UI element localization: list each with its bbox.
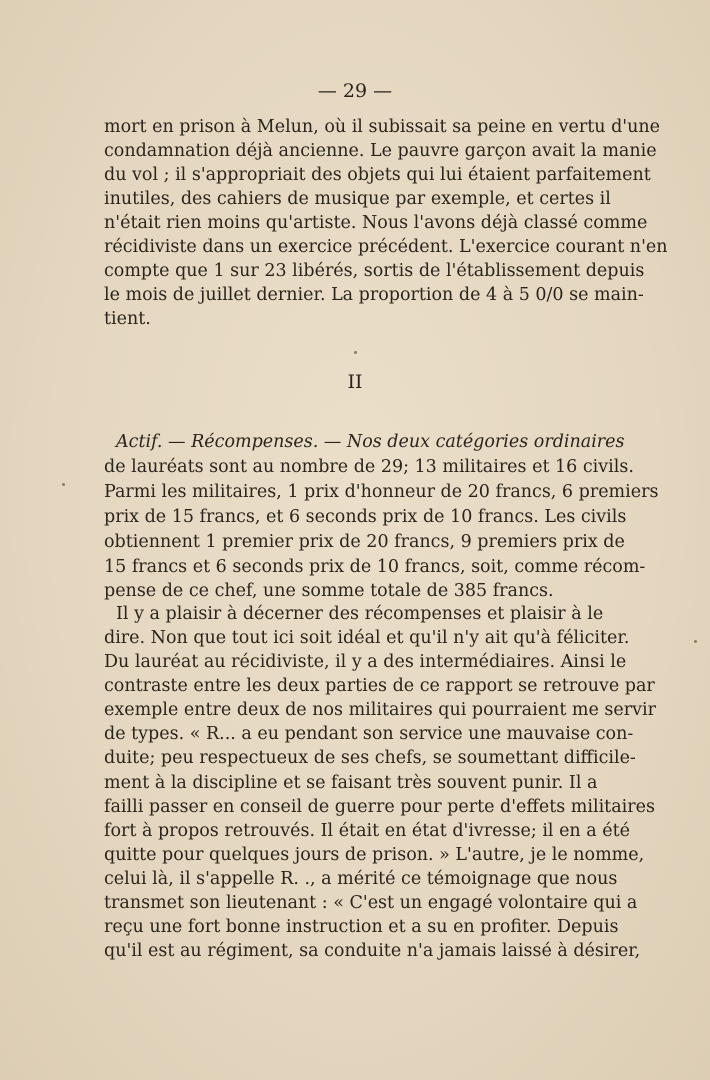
- paper-speck: [354, 351, 357, 354]
- page-number: — 29 —: [317, 80, 393, 102]
- text-line: reçu une fort bonne instruction et a su en profiter. Depuis: [104, 917, 619, 937]
- text-line: tient.: [104, 309, 151, 329]
- text-line: duite; peu respectueux de ses chefs, se soumettant difficile-: [104, 748, 636, 768]
- text-line: ment à la discipline et se faisant très souvent punir. Il a: [104, 773, 598, 793]
- text-line: transmet son lieutenant : « C'est un engagé volontaire qui a: [104, 893, 638, 913]
- text-line: condamnation déjà ancienne. Le pauvre garçon avait la manie: [104, 141, 657, 161]
- text-line: du vol ; il s'appropriait des objets qui lui étaient parfaitement: [104, 165, 651, 185]
- paper-speck: [62, 483, 65, 486]
- text-line: 15 francs et 6 seconds prix de 10 francs, soit, comme récom-: [104, 557, 646, 577]
- text-line: Il y a plaisir à décerner des récompenses et plaisir à le: [116, 604, 604, 624]
- text-line: qu'il est au régiment, sa conduite n'a jamais laissé à désirer,: [104, 941, 641, 961]
- text-line: fort à propos retrouvés. Il était en état d'ivresse; il en a été: [104, 821, 631, 841]
- text-line: mort en prison à Melun, où il subissait sa peine en vertu d'une: [104, 117, 660, 137]
- section-heading: II: [347, 371, 363, 393]
- text-line: pense de ce chef, une somme totale de 385 francs.: [104, 581, 554, 601]
- text-line: celui là, il s'appelle R. ., a mérité ce témoignage que nous: [104, 869, 618, 889]
- text-line: Du lauréat au récidiviste, il y a des intermédiaires. Ainsi le: [104, 652, 627, 672]
- text-line: dire. Non que tout ici soit idéal et qu'il n'y ait qu'à féliciter.: [104, 628, 630, 648]
- text-line: Actif. — Récompenses. — Nos deux catégories ordinaires: [116, 432, 625, 452]
- text-line: de types. « R... a eu pendant son service une mauvaise con-: [104, 724, 634, 744]
- text-line: failli passer en conseil de guerre pour perte d'effets militaires: [104, 797, 655, 817]
- text-line: quitte pour quelques jours de prison. » L'autre, je le nomme,: [104, 845, 645, 865]
- text-line: compte que 1 sur 23 libérés, sortis de l'établissement depuis: [104, 261, 645, 281]
- text-line: n'était rien moins qu'artiste. Nous l'avons déjà classé comme: [104, 213, 648, 233]
- text-line: prix de 15 francs, et 6 seconds prix de 10 francs. Les civils: [104, 507, 627, 527]
- text-line: Parmi les militaires, 1 prix d'honneur de 20 francs, 6 premiers: [104, 482, 659, 502]
- text-line: obtiennent 1 premier prix de 20 francs, 9 premiers prix de: [104, 532, 625, 552]
- text-line: contraste entre les deux parties de ce rapport se retrouve par: [104, 676, 655, 696]
- text-line: récidiviste dans un exercice précédent. L'exercice courant n'en: [104, 237, 668, 257]
- text-line: le mois de juillet dernier. La proportion de 4 à 5 0/0 se main-: [104, 285, 644, 305]
- text-line: inutiles, des cahiers de musique par exemple, et certes il: [104, 189, 611, 209]
- paper-speck: [694, 640, 697, 643]
- text-line: de lauréats sont au nombre de 29; 13 militaires et 16 civils.: [104, 457, 634, 477]
- text-line: exemple entre deux de nos militaires qui pourraient me servir: [104, 700, 656, 720]
